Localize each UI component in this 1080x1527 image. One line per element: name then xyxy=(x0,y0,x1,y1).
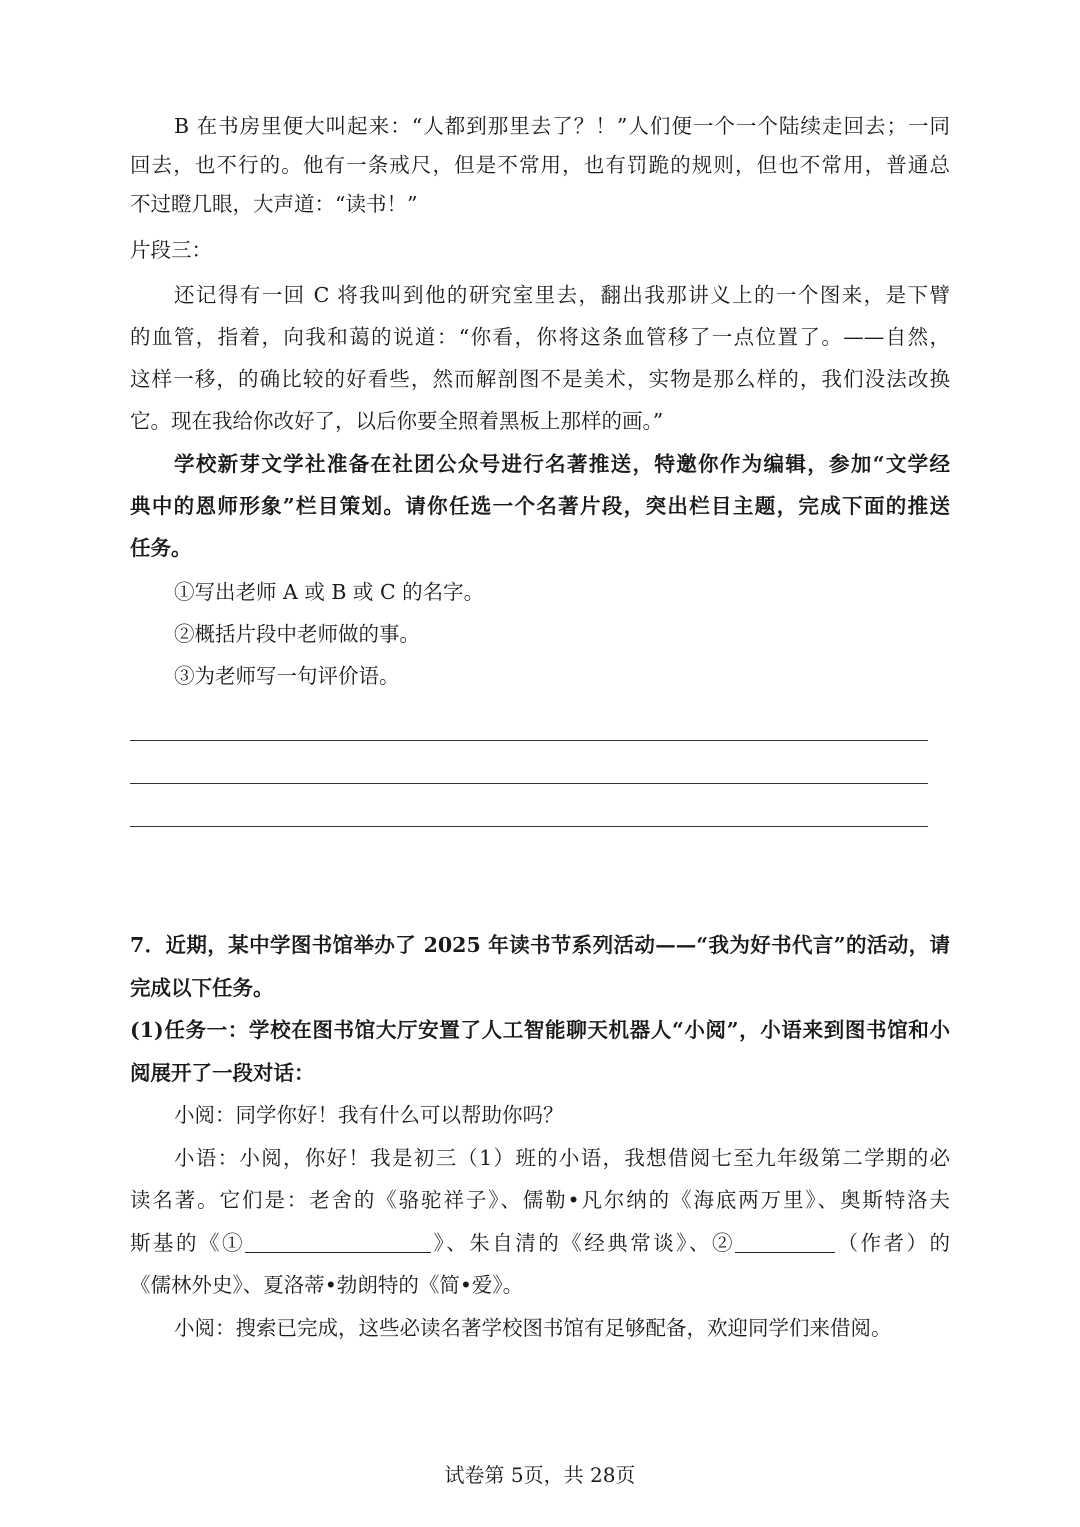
page-footer: 试卷第 5页，共 28页 xyxy=(444,1463,636,1487)
fragment-three-excerpt xyxy=(130,274,950,442)
dialogue-line: 小语：小阅，你好！我是初三（1）班的小语，我想借阅七至九年级第二学期的必 xyxy=(174,1145,950,1170)
question-7 xyxy=(130,924,950,1349)
blank-label: ② xyxy=(712,1230,735,1255)
blank-line-text: 》、朱自清的《经典常谈》、 xyxy=(431,1230,712,1255)
blank-label: ① xyxy=(222,1230,245,1255)
paragraph-line: 这样一移，的确比较的好看些，然而解剖图不是美术，实物是那么样的，我们没法改换 xyxy=(130,367,950,391)
question-number: 7． xyxy=(130,933,166,957)
question-7-stem xyxy=(130,924,950,967)
requirement-item: ②概括片段中老师做的事。 xyxy=(174,622,420,646)
blank-line-text: （作者）的 xyxy=(835,1230,950,1255)
paragraph-line: 它。现在我给你改好了，以后你要全照着黑板上那样的画。” xyxy=(130,409,664,433)
subtask-1-prompt: (1)任务一：学校在图书馆大厅安置了人工智能聊天机器人“小阅”，小语来到图书馆和小 xyxy=(130,1018,950,1042)
fill-in-blank[interactable] xyxy=(245,1231,431,1253)
paragraph-line: 还记得有一回 C 将我叫到他的研究室里去，翻出我那讲义上的一个图来，是下臂 xyxy=(174,283,950,307)
requirement-item: ①写出老师 A 或 B 或 C 的名字。 xyxy=(174,580,485,604)
question-stem-text: 近期，某中学图书馆举办了 2025 年读书节系列活动——“我为好书代言”的活动，请 xyxy=(165,933,950,957)
requirement-item: ③为老师写一句评价语。 xyxy=(174,664,400,688)
dialogue-line: 小阅：同学你好！我有什么可以帮助你吗？ xyxy=(174,1103,564,1127)
requirement-list xyxy=(130,571,950,697)
dialogue-line: 读名著。它们是：老舍的《骆驼祥子》、儒勒•凡尔纳的《海底两万里》、奥斯特洛夫 xyxy=(130,1188,950,1212)
paragraph-line: 不过瞪几眼，大声道：“读书！” xyxy=(130,192,418,216)
dialogue-line: 《儒林外史》、夏洛蒂•勃朗特的《简•爱》。 xyxy=(130,1273,524,1297)
answer-line[interactable] xyxy=(130,740,928,741)
task-instructions xyxy=(130,443,950,569)
paragraph-line: B 在书房里便大叫起来：“人都到那里去了？！”人们便一个一个陆续走回去；一同 xyxy=(174,114,950,138)
paragraph-line: 的血管，指着，向我和蔼的说道：“你看，你将这条血管移了一点位置了。——自然， xyxy=(130,325,950,349)
question-7-stem: 完成以下任务。 xyxy=(130,975,274,1000)
answer-line[interactable] xyxy=(130,783,928,784)
blank-line-text: 斯基的《 xyxy=(130,1230,222,1255)
paragraph-line: 回去，也不行的。他有一条戒尺，但是不常用，也有罚跪的规则，但也不常用，普通总 xyxy=(130,153,950,177)
dialogue-line-with-blanks xyxy=(130,1222,950,1265)
paragraph-line: 典中的恩师形象”栏目策划。请你任选一个名著片段，突出栏目主题，完成下面的推送 xyxy=(130,494,950,518)
section-heading: 片段三： xyxy=(130,238,212,262)
fill-in-blank[interactable] xyxy=(735,1231,835,1253)
dialogue-line: 小阅：搜索已完成，这些必读名著学校图书馆有足够配备，欢迎同学们来借阅。 xyxy=(174,1315,892,1340)
subtask-1-prompt: 阅展开了一段对话： xyxy=(130,1060,315,1085)
answer-line[interactable] xyxy=(130,826,928,827)
fragment-two-excerpt xyxy=(130,107,950,224)
fragment-three-heading xyxy=(130,230,950,270)
paragraph-line: 学校新芽文学社准备在社团公众号进行名著推送，特邀你作为编辑，参加“文学经 xyxy=(174,452,950,476)
paragraph-line: 任务。 xyxy=(130,536,192,560)
